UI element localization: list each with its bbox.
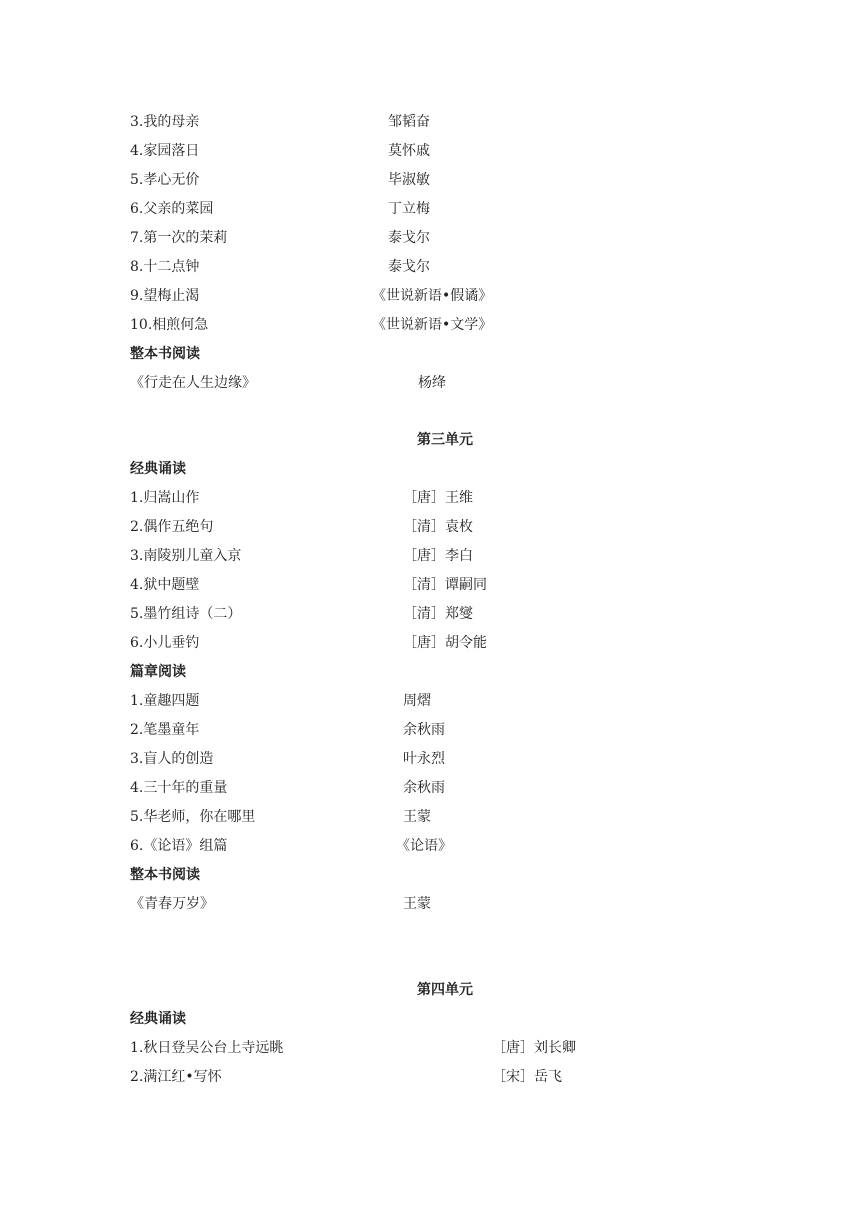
item-title: 4.狱中题壁: [130, 577, 200, 593]
section-heading: 篇章阅读: [130, 664, 186, 680]
item-title: 6.《论语》组篇: [130, 838, 228, 854]
list-item: [0, 1036, 860, 1060]
list-item: [0, 284, 860, 308]
list-item: [0, 544, 860, 568]
item-title: 9.望梅止渴: [130, 288, 200, 304]
unit-title: 第四单元: [417, 982, 473, 998]
item-title: 10.相煎何急: [130, 317, 209, 333]
item-author: 《世说新语•文学》: [372, 317, 493, 333]
list-item: [0, 226, 860, 250]
section-heading: 经典诵读: [130, 461, 186, 477]
list-item: [0, 834, 860, 858]
list-item: [0, 313, 860, 337]
item-author: 王蒙: [403, 809, 431, 825]
item-title: 3.南陵别儿童入京: [130, 548, 242, 564]
item-author: 泰戈尔: [388, 230, 430, 246]
item-title: 3.我的母亲: [130, 114, 200, 130]
list-item: [0, 573, 860, 597]
item-title: 5.华老师，你在哪里: [130, 809, 256, 825]
item-author: 《世说新语•假谲》: [372, 288, 493, 304]
item-title: 6.小儿垂钓: [130, 635, 200, 651]
list-item: [0, 1065, 860, 1089]
list-item: [0, 371, 860, 395]
item-title: 4.家园落日: [130, 143, 200, 159]
item-title: 《行走在人生边缘》: [130, 375, 256, 391]
list-item: [0, 776, 860, 800]
list-item: [0, 892, 860, 916]
list-item: [0, 110, 860, 134]
item-author: ［清］郑燮: [403, 606, 473, 622]
item-author: 邹韬奋: [388, 114, 430, 130]
list-item: [0, 631, 860, 655]
item-author: ［唐］胡令能: [403, 635, 487, 651]
item-title: 3.盲人的创造: [130, 751, 214, 767]
list-item: [0, 515, 860, 539]
item-title: 2.偶作五绝句: [130, 519, 214, 535]
item-author: ［清］谭嗣同: [403, 577, 487, 593]
list-item: [0, 805, 860, 829]
item-title: 1.归嵩山作: [130, 490, 200, 506]
item-author: 王蒙: [403, 896, 431, 912]
section-heading: 整本书阅读: [130, 346, 200, 362]
list-item: [0, 747, 860, 771]
item-title: 1.秋日登吴公台上寺远眺: [130, 1040, 284, 1056]
list-item: [0, 689, 860, 713]
item-author: 《论语》: [396, 838, 452, 854]
list-item: [0, 168, 860, 192]
list-item: [0, 197, 860, 221]
unit-title: 第三单元: [417, 432, 473, 448]
list-item: [0, 602, 860, 626]
item-author: ［唐］刘长卿: [492, 1040, 576, 1056]
item-title: 4.三十年的重量: [130, 780, 228, 796]
item-author: 周熠: [403, 693, 431, 709]
item-title: 7.第一次的茉莉: [130, 230, 228, 246]
item-author: 杨绛: [418, 375, 446, 391]
item-title: 《青春万岁》: [130, 896, 214, 912]
section-heading: 经典诵读: [130, 1011, 186, 1027]
item-author: 毕淑敏: [388, 172, 430, 188]
list-item: [0, 139, 860, 163]
list-item: [0, 486, 860, 510]
item-author: 泰戈尔: [388, 259, 430, 275]
item-author: ［清］袁枚: [403, 519, 473, 535]
item-title: 8.十二点钟: [130, 259, 200, 275]
item-title: 6.父亲的菜园: [130, 201, 214, 217]
item-author: ［唐］李白: [403, 548, 473, 564]
item-author: 莫怀戚: [388, 143, 430, 159]
section-heading: 整本书阅读: [130, 867, 200, 883]
item-title: 2.满江红•写怀: [130, 1069, 222, 1085]
list-item: [0, 255, 860, 279]
item-author: 余秋雨: [403, 780, 445, 796]
item-author: 余秋雨: [403, 722, 445, 738]
item-author: ［宋］岳飞: [492, 1069, 562, 1085]
item-author: 丁立梅: [388, 201, 430, 217]
item-title: 2.笔墨童年: [130, 722, 200, 738]
item-author: ［唐］王维: [403, 490, 473, 506]
item-author: 叶永烈: [403, 751, 445, 767]
item-title: 1.童趣四题: [130, 693, 200, 709]
list-item: [0, 718, 860, 742]
item-title: 5.墨竹组诗（二）: [130, 606, 242, 622]
item-title: 5.孝心无价: [130, 172, 200, 188]
